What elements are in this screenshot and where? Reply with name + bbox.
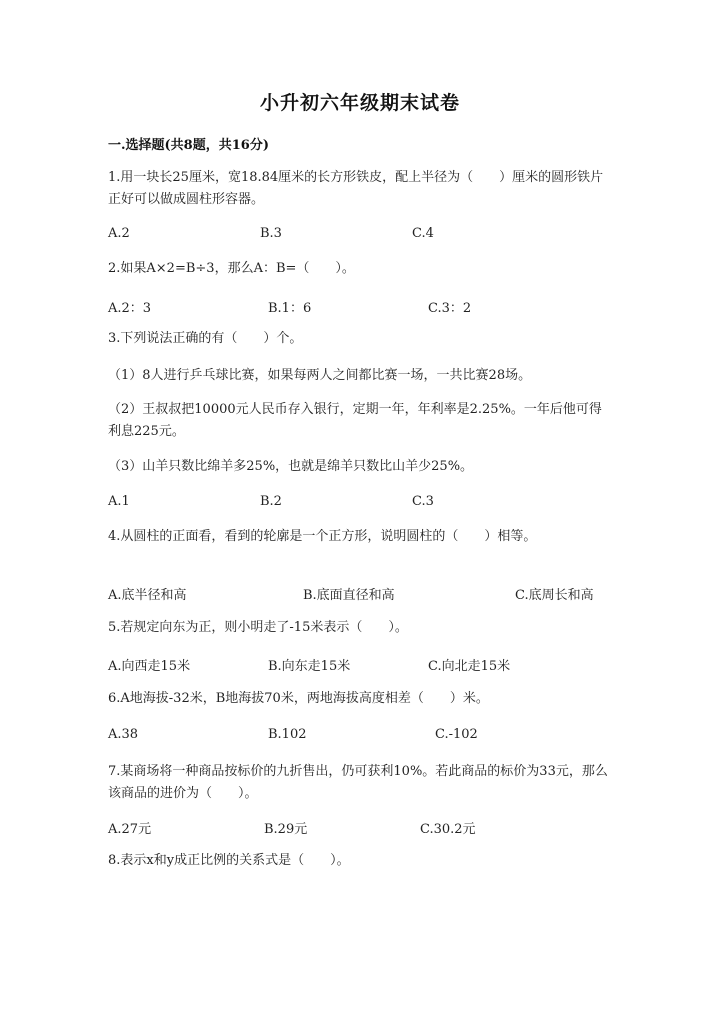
question-1-option-a: A.2 [108,226,130,241]
question-5-option-c: C.向北走15米 [428,659,511,674]
question-1-option-b: B.3 [260,226,282,241]
question-2-option-b: B.1：6 [268,301,312,316]
question-2-option-a: A.2：3 [108,301,152,316]
question-4-option-b: B.底面直径和高 [303,588,395,603]
question-6-option-a: A.38 [108,727,139,742]
question-3-option-b: B.2 [260,494,282,509]
question-2-stem: 2.如果A×2=B÷3，那么A：B=（ ）。 [108,261,355,276]
question-5-option-b: B.向东走15米 [268,659,351,674]
page-title: 小升初六年级期末试卷 [259,92,460,114]
question-7-option-c: C.30.2元 [420,822,476,837]
question-6-option-c: C.-102 [435,727,478,742]
question-3-statement-2: （2）王叔叔把10000元人民币存入银行，定期一年，年利率是2.25%。一年后他可得利息225元。 [108,402,602,439]
question-6-stem: 6.A地海拔-32米，B地海拔70米，两地海拔高度相差（ ）米。 [108,691,489,706]
question-1-stem: 1.用一块长25厘米，宽18.84厘米的长方形铁皮，配上半径为（ ）厘米的圆形铁片正好可以做成圆柱形容器。 [108,170,604,207]
question-8-stem: 8.表示x和y成正比例的关系式是（ ）。 [108,853,350,868]
question-5-stem: 5.若规定向东为正，则小明走了-15米表示（ ）。 [108,620,408,635]
question-4-stem: 4.从圆柱的正面看，看到的轮廓是一个正方形，说明圆柱的（ ）相等。 [108,529,537,544]
question-4-option-a: A.底半径和高 [108,588,187,603]
question-5-option-a: A.向西走15米 [108,659,191,674]
question-3-stem: 3.下列说法正确的有（ ）个。 [108,331,303,346]
question-4-option-c: C.底周长和高 [515,588,594,603]
question-7-option-b: B.29元 [264,822,308,837]
question-3-option-c: C.3 [412,494,434,509]
question-7-stem: 7.某商场将一种商品按标价的九折售出，仍可获利10%。若此商品的标价为33元，那么该商品的进价为（ ）。 [108,764,608,801]
question-7-option-a: A.27元 [108,822,152,837]
question-3-statement-1: （1）8人进行乒乓球比赛，如果每两人之间都比赛一场，一共比赛28场。 [108,368,532,383]
question-1-option-c: C.4 [412,226,434,241]
question-6-option-b: B.102 [268,727,307,742]
question-3-option-a: A.1 [108,494,130,509]
section-heading: 一.选择题(共8题，共16分) [108,138,269,153]
question-3-statement-3: （3）山羊只数比绵羊多25%，也就是绵羊只数比山羊少25%。 [108,459,474,474]
question-2-option-c: C.3：2 [428,301,472,316]
